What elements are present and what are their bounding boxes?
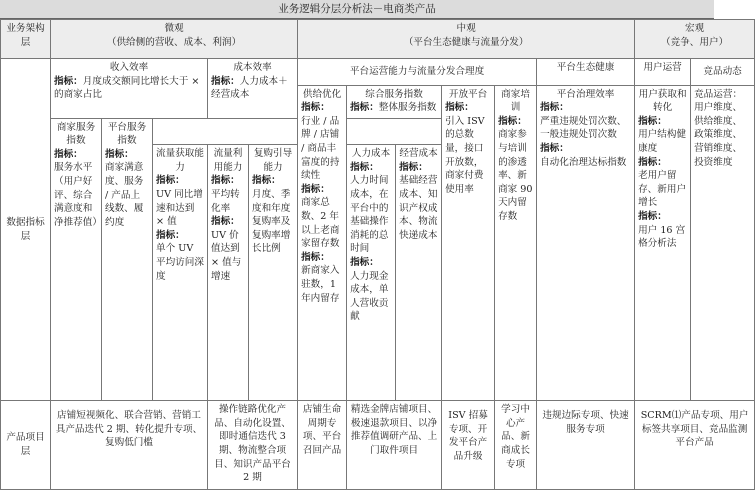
header-meso: 中观 （平台生态健康与流量分发）: [298, 20, 635, 59]
supply-optimization: 供给优化 指标： 行业 / 品牌 / 店铺 / 商品丰富度的持续性 指标： 商家总数、2 年以上老商家留存数 指标： 新商家入驻数，1 年内留存: [298, 85, 347, 401]
cost-efficiency: 成本效率 指标：人力成本＋经营成本: [208, 58, 298, 118]
user-acquisition: 用户获取和转化 指标： 用户结构健康度 指标： 老用户留存、新用户增长 指标： 用户 16 宫格分析法: [635, 85, 691, 401]
traffic-acquisition: 流量获取能力 指标： UV 同比增速和达到 × 值 指标： 单个 UV 平均访问深度: [153, 145, 208, 401]
product-training: 学习中心产品、新商成长专项: [495, 401, 537, 490]
competitor-ops: 竞品运营：用户维度、供给维度、政策维度、营销维度、投资维度: [691, 85, 755, 401]
header-row: [1, 20, 755, 59]
product-revenue: 店铺短视频化、联合营销、营销工具产品迭代 2 期、转化提升专项、复购低门槛: [51, 401, 208, 490]
revenue-efficiency: 收入效率 指标：月度成交额同比增长大于 × 的商家占比: [51, 58, 208, 118]
open-platform: 开放平台 指标： 引入 ISV 的总数量，接口开放数，商家付费使用率: [442, 85, 495, 401]
user-ops: 用户运营: [635, 58, 691, 85]
operating-cost: 经营成本 指标： 基础经营成本、知识产权成本、物流快递成本: [396, 145, 442, 401]
product-macro: SCRM⑴产品专项、用户标签共享项目、竞品监测平台产品: [635, 401, 755, 490]
merchant-service-index: 商家服务指数 指标： 服务水平（用户好评、综合满意度和净推荐值）: [51, 118, 102, 401]
platform-service-index: 平台服务指数 指标： 商家满意度、服务 / 产品上线数、履约度: [102, 118, 153, 401]
product-isv: ISV 招募专项、开发平台产品升级: [442, 401, 495, 490]
row-label-product: 产品项目层: [1, 401, 51, 490]
header-corner: 业务架构层: [1, 20, 51, 59]
eco-health: 平台生态健康: [537, 58, 635, 85]
competitor-dynamics: 竞品动态: [691, 58, 755, 85]
traffic-utilization: 流量利用能力 指标： 平均转化率 指标： UV 价值达到 × 值与增速: [208, 145, 249, 401]
product-cost: 操作链路优化产品、自动化设置、即时通信迭代 3 期、物流整合项目、知识产品平台 2 期: [208, 401, 298, 490]
service-index: 综合服务指数 指标：整体服务指数: [347, 85, 442, 118]
header-micro: 微观 （供给侧的营收、成本、利润）: [51, 20, 298, 59]
product-supply: 店铺生命周期专项、平台召回产品: [298, 401, 347, 490]
merchant-training: 商家培训 指标： 商家参与培训的渗透率、新商家 90 天内留存数: [495, 85, 537, 401]
product-service: 精选金牌店铺项目、极速退款项目、以净推荐值调研产品、上门取件项目: [347, 401, 442, 490]
governance-efficiency: 平台治理效率 指标： 严重违规处罚次数、一般违规处罚次数 指标： 自动化治理达标指数: [537, 85, 635, 401]
analysis-table: [0, 19, 755, 490]
row-label-data: 数据指标层: [1, 58, 51, 400]
header-macro: 宏观 （竞争、用户）: [635, 20, 755, 59]
page-title: 业务逻辑分层分析法－电商类产品: [0, 0, 714, 19]
product-governance: 违规边际专项、快速服务专项: [537, 401, 635, 490]
platform-ops: 平台运营能力与流量分发合理度: [298, 58, 537, 85]
labor-cost: 人力成本 指标： 人力时间成本，在平台中的基础操作消耗的总时间 指标： 人力现金成本，单人营收贡献: [347, 145, 396, 401]
repurchase-guidance: 复购引导能力 指标： 月度、季度和年度复购率及复购率增长比例: [249, 145, 298, 401]
